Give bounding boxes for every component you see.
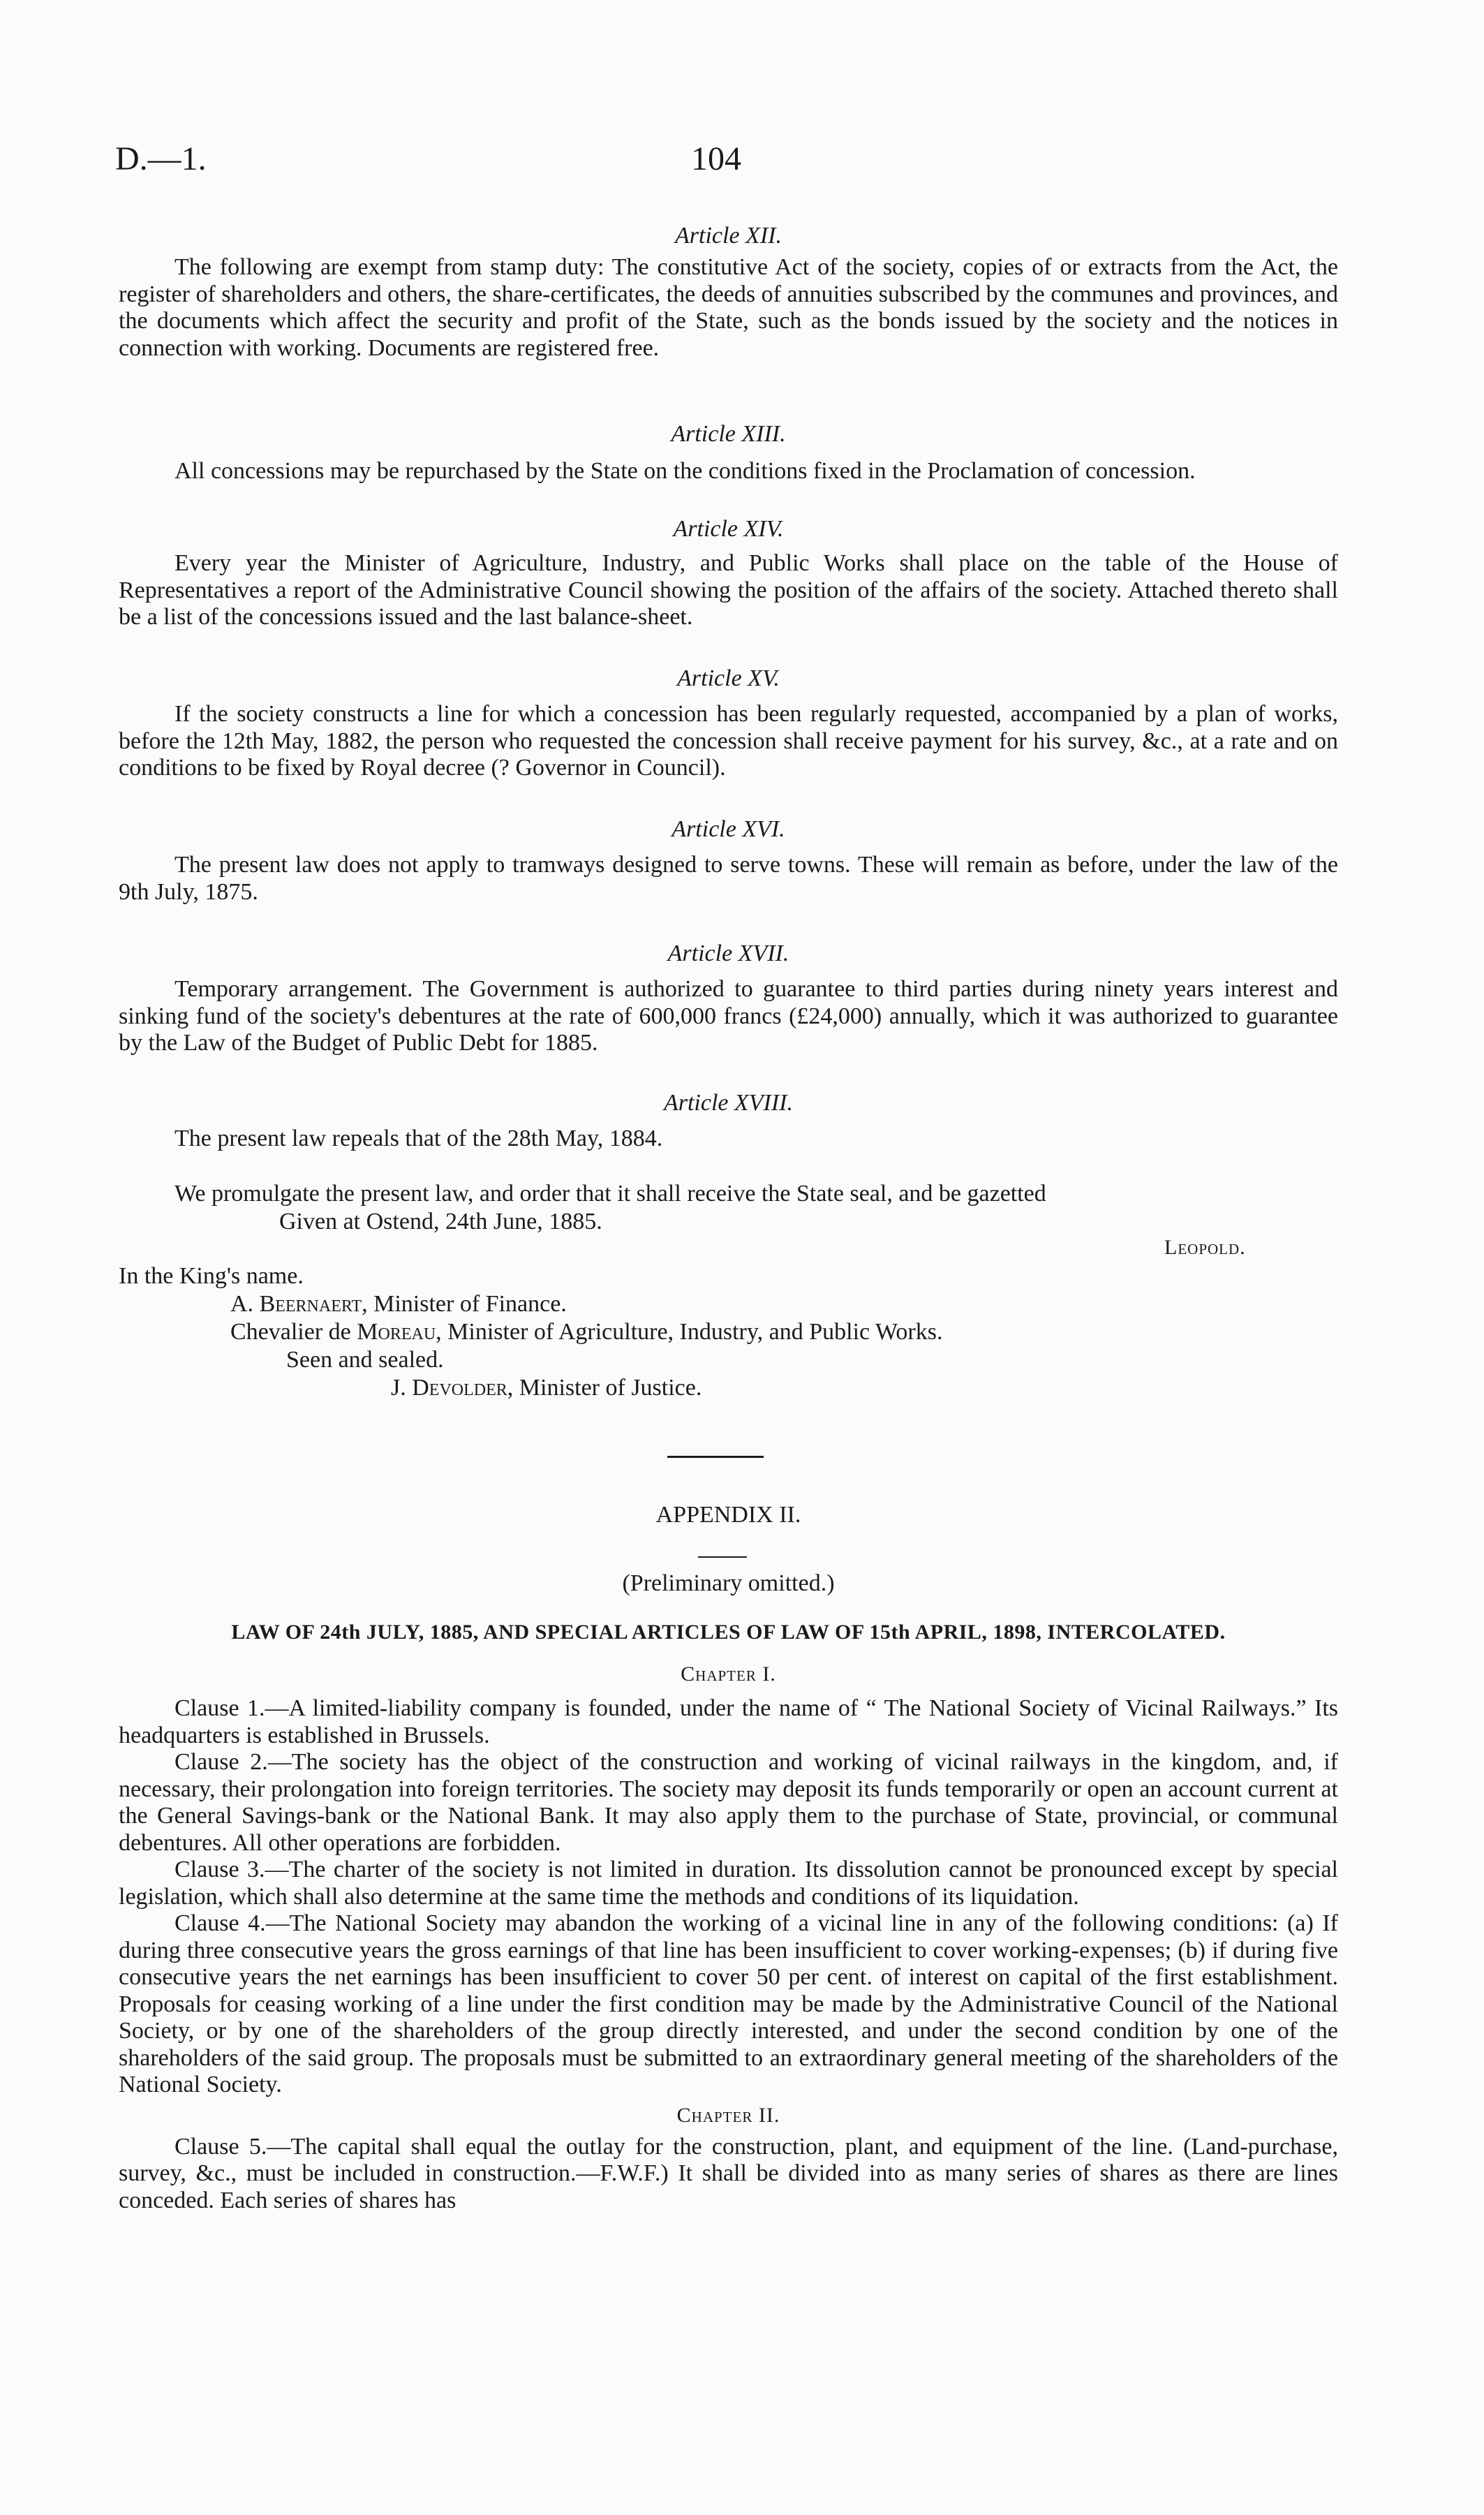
signatory-role: , Minister of Agriculture, Industry, and Public Works.	[436, 1319, 943, 1345]
signatory-justice	[119, 1374, 1338, 1402]
signatory-name: A. Beernaert	[230, 1291, 362, 1317]
preliminary-note: (Preliminary omitted.)	[622, 1570, 835, 1596]
page-number: 104	[691, 140, 741, 177]
appendix-title-rule	[698, 1556, 747, 1558]
article-text: The following are exempt from stamp duty: The constitutive Act of the society, copies of or extracts from the Act, the register of shareholders and others, the share-certificates, the deeds of annuities subscribed by the communes and provinces, and the documents which affect the security and profit of the State, such as the bonds issued by the society and the notices in connection with working. Documents are registered free.	[119, 254, 1338, 361]
article-xii	[119, 222, 1338, 362]
promulgation-block	[119, 1180, 1338, 1236]
appendix-header	[119, 1501, 1338, 1529]
chapter-heading: Chapter II.	[676, 2103, 780, 2127]
signatory-name: J. Devolder	[391, 1375, 507, 1401]
chapter-one	[119, 1662, 1338, 1687]
article-heading: Article XIV.	[673, 516, 784, 542]
law-title: LAW OF 24th JULY, 1885, AND SPECIAL ARTICLES OF LAW OF 15th APRIL, 1898, INTERCOLATED.	[231, 1621, 1226, 1644]
article-xviii	[119, 1089, 1338, 1153]
document-reference: D.—1.	[115, 140, 207, 177]
section-divider	[667, 1456, 764, 1458]
article-xiv	[119, 515, 1338, 631]
signatory-agriculture	[119, 1318, 1338, 1346]
clause: Clause 2.—The society has the object of the construction and working of vicinal railways in the kingdom, and, if necessary, their prolongation into foreign territories. The society may deposit its funds temporarily or open an account current at the General Savings-bank or the National Bank. It may also apply them to the purchase of State, provincial, or communal debentures. All other operations are forbidden.	[119, 1749, 1338, 1856]
given-at: Given at Ostend, 24th June, 1885.	[279, 1209, 602, 1234]
signatories	[119, 1262, 1338, 1402]
article-heading: Article XVIII.	[663, 1090, 794, 1116]
article-text: All concessions may be repurchased by the State on the conditions fixed in the Proclamation of concession.	[175, 458, 1196, 484]
appendix-preliminary	[119, 1570, 1338, 1598]
article-xv	[119, 665, 1338, 782]
article-text: If the society constructs a line for which a concession has been regularly requested, accompanied by a plan of works, before the 12th May, 1882, the person who requested the concession shall receive payment for his survey, &c., at a rate and on conditions to be fixed by Royal decree (? Governor in Council).	[119, 701, 1338, 781]
article-heading: Article XII.	[675, 223, 782, 249]
signatory-finance	[119, 1290, 1338, 1318]
article-xvii	[119, 940, 1338, 1057]
article-text: The present law repeals that of the 28th May, 1884.	[175, 1126, 663, 1151]
signatory-prefix: Chevalier de	[230, 1319, 357, 1345]
article-heading: Article XIII.	[671, 421, 786, 447]
clause: Clause 4.—The National Society may abandon the working of a vicinal line in any of the following conditions: (a) If during three consecutive years the gross earnings of that line has been insufficient to cover working-expenses; (b) if during five consecutive years the net earnings has been insufficient to cover 50 per cent. of interest on capital of the first establishment. Proposals for ceasing working of a line under the first condition may be made by the Administrative Council of the National Society, or by one of the shareholders of the group directly interested, and under the second condition by one of the shareholders of the said group. The proposals must be submitted to an extraordinary general meeting of the shareholders of the National Society.	[119, 1910, 1338, 2097]
royal-signature: Leopold.	[1164, 1236, 1246, 1259]
clauses-block	[119, 1695, 1338, 2214]
chapter-heading: Chapter I.	[681, 1662, 776, 1686]
signatory-role: , Minister of Finance.	[362, 1291, 567, 1317]
seen-and-sealed: Seen and sealed.	[286, 1347, 444, 1373]
clause: Clause 3.—The charter of the society is not limited in duration. Its dissolution cannot be pronounced except by special legislation, which shall also determine at the same time the methods and conditions of its liquidation.	[119, 1857, 1338, 1910]
article-heading: Article XVI.	[671, 816, 785, 842]
promulgation-text: We promulgate the present law, and order that it shall receive the State seal, and be gazetted	[175, 1181, 1046, 1207]
signatory-name: Moreau	[357, 1319, 436, 1345]
article-xvi	[119, 816, 1338, 906]
article-text: Temporary arrangement. The Government is authorized to guarantee to third parties during ninety years interest and sinking fund of the society's debentures at the rate of 600,000 francs (£24,000) annually, which it was authorized to guarantee by the Law of the Budget of Public Debt for 1885.	[119, 976, 1338, 1056]
signatory-role: , Minister of Justice.	[507, 1375, 702, 1401]
article-heading: Article XV.	[677, 665, 780, 691]
clause: Clause 1.—A limited-liability company is founded, under the name of “ The National Society of Vicinal Railways.” Its headquarters is established in Brussels.	[119, 1695, 1338, 1748]
article-heading: Article XVII.	[667, 941, 789, 966]
clause: Clause 5.—The capital shall equal the outlay for the construction, plant, and equipment of the line. (Land-purchase, survey, &c., must be included in construction.—F.W.F.) It shall be divided into as many series of shares as there are lines conceded. Each series of shares has	[119, 2133, 1338, 2213]
appendix-title: APPENDIX II.	[655, 1502, 801, 1528]
article-xiii	[119, 420, 1338, 485]
article-text: Every year the Minister of Agriculture, Industry, and Public Works shall place on the table of the House of Representatives a report of the Administrative Council showing the position of the affairs of the society. Attached thereto shall be a list of the concessions issued and the last balance-sheet.	[119, 550, 1338, 630]
law-title-block	[119, 1618, 1338, 1646]
article-text: The present law does not apply to tramways designed to serve towns. These will remain as before, under the law of the 9th July, 1875.	[119, 852, 1338, 905]
kings-name: In the King's name.	[119, 1263, 304, 1289]
